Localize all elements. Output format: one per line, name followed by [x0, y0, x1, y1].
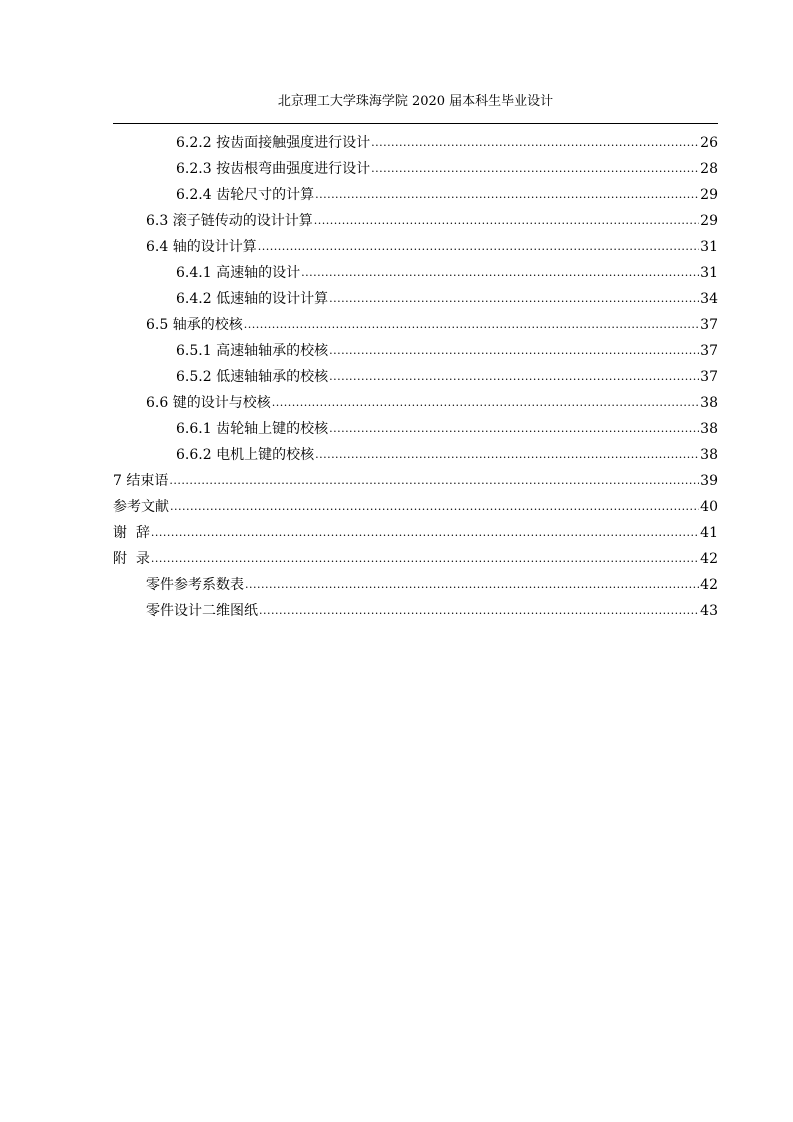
toc-entry-page: 42	[700, 577, 718, 593]
toc-entry-label: 6.2.3 按齿根弯曲强度进行设计	[176, 161, 371, 177]
toc-entry-label: 6.4.1 高速轴的设计	[176, 265, 301, 281]
toc-leader	[151, 526, 699, 542]
toc-entry[interactable]	[113, 282, 718, 308]
toc-leader	[301, 266, 699, 282]
toc-entry-page: 42	[700, 551, 718, 567]
toc-entry-label: 6.5.2 低速轴轴承的校核	[176, 369, 329, 385]
toc-entry-page: 26	[700, 135, 718, 151]
toc-leader	[244, 318, 699, 334]
page-header: 北京理工大学珠海学院 2020 届本科生毕业设计	[277, 94, 554, 109]
toc-entry-label: 6.6 键的设计与校核	[146, 395, 271, 411]
toc-entry-label: 6.4.2 低速轴的设计计算	[176, 291, 329, 307]
toc-leader	[170, 500, 699, 516]
toc-entry-page: 29	[700, 187, 718, 203]
toc-entry[interactable]	[113, 152, 718, 178]
toc-entry[interactable]	[113, 230, 718, 256]
toc-entry[interactable]	[113, 412, 718, 438]
toc-entry[interactable]	[113, 204, 718, 230]
toc-entry-page: 41	[700, 525, 718, 541]
toc-entry[interactable]	[113, 516, 718, 542]
toc-entry-label: 6.5.1 高速轴轴承的校核	[176, 343, 329, 359]
toc-leader	[329, 370, 699, 386]
toc-entry-label: 零件设计二维图纸	[146, 603, 258, 619]
toc-entry-page: 38	[700, 421, 718, 437]
toc-entry[interactable]	[113, 568, 718, 594]
toc-entry-page: 38	[700, 447, 718, 463]
toc-entry-label: 6.2.4 齿轮尺寸的计算	[176, 187, 315, 203]
toc-entry-page: 31	[700, 265, 718, 281]
toc-leader	[258, 240, 699, 256]
toc-entry-page: 31	[700, 239, 718, 255]
toc-leader	[315, 188, 699, 204]
toc-leader	[371, 162, 699, 178]
toc-leader	[272, 396, 699, 412]
toc-entry[interactable]	[113, 126, 718, 152]
toc-entry[interactable]	[113, 360, 718, 386]
toc-entry[interactable]	[113, 490, 718, 516]
toc-leader	[329, 344, 699, 360]
toc-entry-label: 6.3 滚子链传动的设计计算	[146, 213, 313, 229]
toc-entry[interactable]	[113, 308, 718, 334]
toc-leader	[169, 474, 699, 490]
toc-entry[interactable]	[113, 542, 718, 568]
toc-entry-label: 附 录	[113, 551, 150, 567]
toc-entry[interactable]	[113, 594, 718, 620]
header-rule	[113, 123, 718, 124]
toc-entry-page: 37	[700, 317, 718, 333]
toc-entry-page: 37	[700, 369, 718, 385]
toc-entry-label: 6.5 轴承的校核	[146, 317, 243, 333]
toc-entry-label: 6.4 轴的设计计算	[146, 239, 257, 255]
toc-entry-page: 39	[700, 473, 718, 489]
toc-entry-page: 34	[700, 291, 718, 307]
toc-entry-label: 6.2.2 按齿面接触强度进行设计	[176, 135, 371, 151]
toc-entry[interactable]	[113, 334, 718, 360]
toc-entry-label: 零件参考系数表	[146, 577, 244, 593]
toc-entry[interactable]	[113, 256, 718, 282]
toc-leader	[151, 552, 699, 568]
toc-entry[interactable]	[113, 386, 718, 412]
toc-entry-page: 28	[700, 161, 718, 177]
toc-entry-page: 38	[700, 395, 718, 411]
table-of-contents	[113, 126, 718, 620]
toc-entry-label: 6.6.2 电机上键的校核	[176, 447, 315, 463]
toc-entry[interactable]	[113, 464, 718, 490]
toc-leader	[245, 578, 699, 594]
toc-entry[interactable]	[113, 178, 718, 204]
toc-entry-page: 43	[700, 603, 718, 619]
toc-entry-page: 29	[700, 213, 718, 229]
toc-leader	[329, 422, 699, 438]
toc-leader	[371, 136, 699, 152]
toc-leader	[259, 604, 699, 620]
toc-entry-page: 37	[700, 343, 718, 359]
toc-entry[interactable]	[113, 438, 718, 464]
toc-entry-label: 谢 辞	[113, 525, 150, 541]
toc-entry-label: 6.6.1 齿轮轴上键的校核	[176, 421, 329, 437]
toc-leader	[329, 292, 699, 308]
toc-entry-label: 参考文献	[113, 499, 169, 515]
toc-entry-page: 40	[700, 499, 718, 515]
toc-entry-label: 7 结束语	[113, 473, 169, 489]
toc-leader	[314, 214, 699, 230]
toc-leader	[315, 448, 699, 464]
